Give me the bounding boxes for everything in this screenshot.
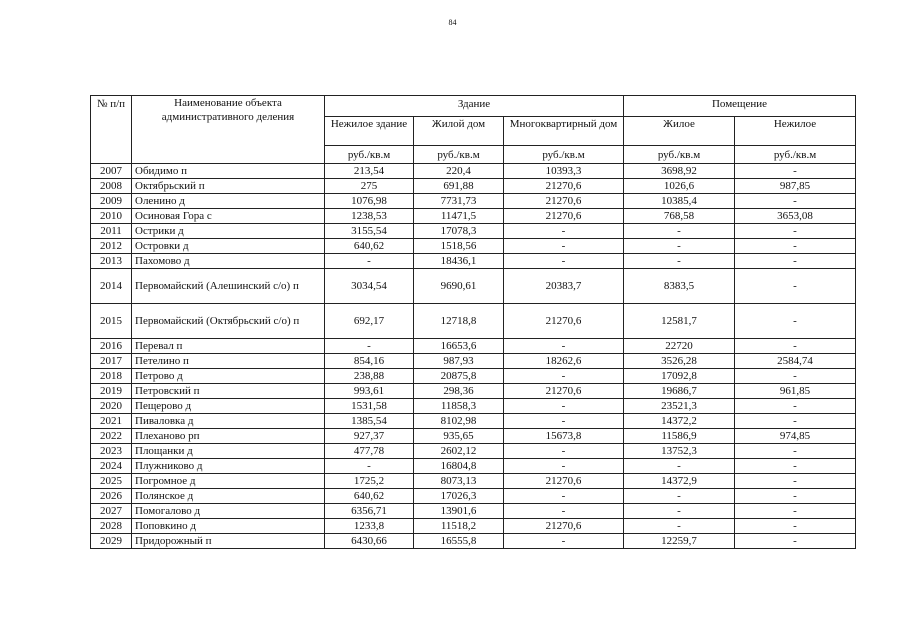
row-number: 2023	[91, 444, 132, 459]
value-residential-premises: -	[624, 489, 735, 504]
row-number: 2016	[91, 339, 132, 354]
row-number: 2029	[91, 534, 132, 549]
row-object-name: Плужниково д	[132, 459, 325, 474]
row-object-name: Погромное д	[132, 474, 325, 489]
value-residential-premises: 768,58	[624, 209, 735, 224]
value-residential-premises: 17092,8	[624, 369, 735, 384]
row-object-name: Оленино д	[132, 194, 325, 209]
value-apartment-house: 10393,3	[504, 164, 624, 179]
row-number: 2020	[91, 399, 132, 414]
unit-label: руб./кв.м	[325, 146, 414, 164]
value-nonresidential-premises: -	[735, 399, 856, 414]
row-object-name: Острики д	[132, 224, 325, 239]
value-nonresidential-premises: -	[735, 194, 856, 209]
value-nonres-building: 993,61	[325, 384, 414, 399]
row-number: 2011	[91, 224, 132, 239]
table-row	[91, 179, 856, 194]
value-residential-house: 7731,73	[414, 194, 504, 209]
table-row	[91, 459, 856, 474]
value-residential-premises: 22720	[624, 339, 735, 354]
value-nonresidential-premises: -	[735, 304, 856, 339]
row-number: 2028	[91, 519, 132, 534]
row-number: 2024	[91, 459, 132, 474]
table-body	[91, 164, 856, 549]
row-number: 2012	[91, 239, 132, 254]
table-row	[91, 429, 856, 444]
value-apartment-house: 21270,6	[504, 519, 624, 534]
value-nonresidential-premises: 2584,74	[735, 354, 856, 369]
value-nonresidential-premises: -	[735, 164, 856, 179]
value-nonresidential-premises: -	[735, 534, 856, 549]
value-apartment-house: 15673,8	[504, 429, 624, 444]
value-residential-premises: 3526,28	[624, 354, 735, 369]
value-residential-premises: 14372,9	[624, 474, 735, 489]
value-apartment-house: 21270,6	[504, 384, 624, 399]
value-nonresidential-premises: -	[735, 474, 856, 489]
value-nonresidential-premises: -	[735, 459, 856, 474]
value-residential-house: 9690,61	[414, 269, 504, 304]
value-residential-premises: -	[624, 239, 735, 254]
value-residential-house: 298,36	[414, 384, 504, 399]
header-col-num: № п/п	[91, 96, 132, 164]
value-nonresidential-premises: -	[735, 339, 856, 354]
value-apartment-house: -	[504, 369, 624, 384]
table-row	[91, 254, 856, 269]
value-nonresidential-premises: -	[735, 504, 856, 519]
header-group-premises: Помещение	[624, 96, 856, 117]
row-object-name: Плеханово рп	[132, 429, 325, 444]
unit-label: руб./кв.м	[624, 146, 735, 164]
value-nonres-building: 1385,54	[325, 414, 414, 429]
value-residential-house: 11858,3	[414, 399, 504, 414]
value-nonres-building: 1238,53	[325, 209, 414, 224]
value-nonres-building: -	[325, 459, 414, 474]
value-nonres-building: 3034,54	[325, 269, 414, 304]
unit-label: руб./кв.м	[504, 146, 624, 164]
value-nonresidential-premises: -	[735, 239, 856, 254]
value-residential-premises: -	[624, 224, 735, 239]
table-row	[91, 474, 856, 489]
row-object-name: Осиновая Гора с	[132, 209, 325, 224]
value-apartment-house: -	[504, 239, 624, 254]
value-residential-house: 20875,8	[414, 369, 504, 384]
value-nonresidential-premises: 3653,08	[735, 209, 856, 224]
row-number: 2015	[91, 304, 132, 339]
header-row-groups	[91, 96, 856, 117]
value-apartment-house: 20383,7	[504, 269, 624, 304]
unit-label: руб./кв.м	[735, 146, 856, 164]
header-group-building: Здание	[325, 96, 624, 117]
value-nonresidential-premises: 987,85	[735, 179, 856, 194]
value-residential-house: 2602,12	[414, 444, 504, 459]
table-row	[91, 339, 856, 354]
header-nonresidential: Нежилое	[735, 117, 856, 146]
value-nonres-building: -	[325, 254, 414, 269]
header-col-name: Наименование объекта административного деления	[132, 96, 325, 164]
row-object-name: Первомайский (Октябрьский с/о) п	[132, 304, 325, 339]
value-apartment-house: 21270,6	[504, 194, 624, 209]
value-apartment-house: -	[504, 444, 624, 459]
value-residential-premises: 10385,4	[624, 194, 735, 209]
value-residential-house: 11471,5	[414, 209, 504, 224]
value-nonres-building: 1233,8	[325, 519, 414, 534]
value-residential-premises: 14372,2	[624, 414, 735, 429]
value-apartment-house: 18262,6	[504, 354, 624, 369]
header-nonres-building: Нежилое здание	[325, 117, 414, 146]
value-apartment-house: -	[504, 254, 624, 269]
row-object-name: Островки д	[132, 239, 325, 254]
value-nonresidential-premises: 974,85	[735, 429, 856, 444]
value-residential-house: 691,88	[414, 179, 504, 194]
table-row	[91, 489, 856, 504]
value-nonresidential-premises: -	[735, 414, 856, 429]
value-apartment-house: -	[504, 459, 624, 474]
value-nonres-building: 640,62	[325, 489, 414, 504]
header-apartment-house: Многоквартирный дом	[504, 117, 624, 146]
value-residential-premises: 1026,6	[624, 179, 735, 194]
value-nonresidential-premises: -	[735, 224, 856, 239]
value-apartment-house: 21270,6	[504, 179, 624, 194]
value-nonres-building: 275	[325, 179, 414, 194]
row-object-name: Поповкино д	[132, 519, 325, 534]
row-object-name: Пиваловка д	[132, 414, 325, 429]
row-number: 2007	[91, 164, 132, 179]
row-object-name: Октябрьский п	[132, 179, 325, 194]
value-nonresidential-premises: -	[735, 489, 856, 504]
row-number: 2014	[91, 269, 132, 304]
value-residential-house: 13901,6	[414, 504, 504, 519]
table-row	[91, 269, 856, 304]
table-row	[91, 354, 856, 369]
table-row	[91, 504, 856, 519]
value-nonres-building: 6430,66	[325, 534, 414, 549]
value-residential-premises: 13752,3	[624, 444, 735, 459]
row-object-name: Первомайский (Алешинский с/о) п	[132, 269, 325, 304]
value-residential-house: 17026,3	[414, 489, 504, 504]
value-apartment-house: -	[504, 534, 624, 549]
row-number: 2019	[91, 384, 132, 399]
value-residential-premises: 3698,92	[624, 164, 735, 179]
value-nonresidential-premises: -	[735, 254, 856, 269]
value-nonresidential-premises: -	[735, 444, 856, 459]
table-row	[91, 239, 856, 254]
value-residential-premises: -	[624, 519, 735, 534]
value-residential-house: 16555,8	[414, 534, 504, 549]
table-row	[91, 384, 856, 399]
unit-label: руб./кв.м	[414, 146, 504, 164]
value-nonres-building: 640,62	[325, 239, 414, 254]
value-residential-house: 935,65	[414, 429, 504, 444]
value-apartment-house: 21270,6	[504, 209, 624, 224]
value-apartment-house: 21270,6	[504, 304, 624, 339]
value-residential-premises: 11586,9	[624, 429, 735, 444]
table-row	[91, 369, 856, 384]
row-object-name: Обидимо п	[132, 164, 325, 179]
row-number: 2025	[91, 474, 132, 489]
row-object-name: Полянское д	[132, 489, 325, 504]
page-number: 84	[448, 18, 457, 27]
value-residential-house: 11518,2	[414, 519, 504, 534]
value-residential-premises: 12259,7	[624, 534, 735, 549]
row-number: 2017	[91, 354, 132, 369]
row-object-name: Пахомово д	[132, 254, 325, 269]
row-object-name: Пещерово д	[132, 399, 325, 414]
table-row	[91, 164, 856, 179]
value-nonresidential-premises: 961,85	[735, 384, 856, 399]
value-apartment-house: -	[504, 504, 624, 519]
value-nonres-building: 3155,54	[325, 224, 414, 239]
row-number: 2010	[91, 209, 132, 224]
table-row	[91, 209, 856, 224]
row-number: 2027	[91, 504, 132, 519]
value-nonres-building: 1531,58	[325, 399, 414, 414]
header-residential-house: Жилой дом	[414, 117, 504, 146]
table-row	[91, 304, 856, 339]
table-row	[91, 224, 856, 239]
table-row	[91, 399, 856, 414]
row-object-name: Площанки д	[132, 444, 325, 459]
value-nonres-building: 6356,71	[325, 504, 414, 519]
value-apartment-house: -	[504, 339, 624, 354]
value-residential-house: 16804,8	[414, 459, 504, 474]
value-residential-house: 8102,98	[414, 414, 504, 429]
value-apartment-house: -	[504, 224, 624, 239]
value-residential-house: 220,4	[414, 164, 504, 179]
cadastral-value-table	[90, 95, 856, 549]
row-number: 2026	[91, 489, 132, 504]
value-apartment-house: 21270,6	[504, 474, 624, 489]
value-nonresidential-premises: -	[735, 369, 856, 384]
value-nonres-building: 692,17	[325, 304, 414, 339]
value-residential-house: 8073,13	[414, 474, 504, 489]
value-residential-house: 987,93	[414, 354, 504, 369]
value-residential-house: 16653,6	[414, 339, 504, 354]
value-residential-premises: 8383,5	[624, 269, 735, 304]
value-apartment-house: -	[504, 414, 624, 429]
value-residential-premises: -	[624, 459, 735, 474]
value-residential-house: 1518,56	[414, 239, 504, 254]
value-nonres-building: 854,16	[325, 354, 414, 369]
value-residential-house: 12718,8	[414, 304, 504, 339]
row-object-name: Петрово д	[132, 369, 325, 384]
value-residential-premises: 19686,7	[624, 384, 735, 399]
table-row	[91, 194, 856, 209]
value-residential-premises: -	[624, 504, 735, 519]
row-object-name: Петелино п	[132, 354, 325, 369]
row-object-name: Петровский п	[132, 384, 325, 399]
row-number: 2018	[91, 369, 132, 384]
row-number: 2008	[91, 179, 132, 194]
row-number: 2009	[91, 194, 132, 209]
value-residential-premises: 23521,3	[624, 399, 735, 414]
value-nonres-building: -	[325, 339, 414, 354]
value-residential-premises: -	[624, 254, 735, 269]
table-row	[91, 519, 856, 534]
row-object-name: Помогалово д	[132, 504, 325, 519]
value-apartment-house: -	[504, 399, 624, 414]
value-nonres-building: 238,88	[325, 369, 414, 384]
value-residential-premises: 12581,7	[624, 304, 735, 339]
table-row	[91, 444, 856, 459]
value-apartment-house: -	[504, 489, 624, 504]
value-nonres-building: 213,54	[325, 164, 414, 179]
table-row	[91, 534, 856, 549]
value-nonresidential-premises: -	[735, 269, 856, 304]
value-residential-house: 17078,3	[414, 224, 504, 239]
row-number: 2022	[91, 429, 132, 444]
header-residential: Жилое	[624, 117, 735, 146]
value-nonres-building: 477,78	[325, 444, 414, 459]
row-object-name: Перевал п	[132, 339, 325, 354]
value-residential-house: 18436,1	[414, 254, 504, 269]
value-nonres-building: 1725,2	[325, 474, 414, 489]
row-number: 2021	[91, 414, 132, 429]
value-nonres-building: 1076,98	[325, 194, 414, 209]
row-object-name: Придорожный п	[132, 534, 325, 549]
table-row	[91, 414, 856, 429]
row-number: 2013	[91, 254, 132, 269]
value-nonres-building: 927,37	[325, 429, 414, 444]
value-nonresidential-premises: -	[735, 519, 856, 534]
